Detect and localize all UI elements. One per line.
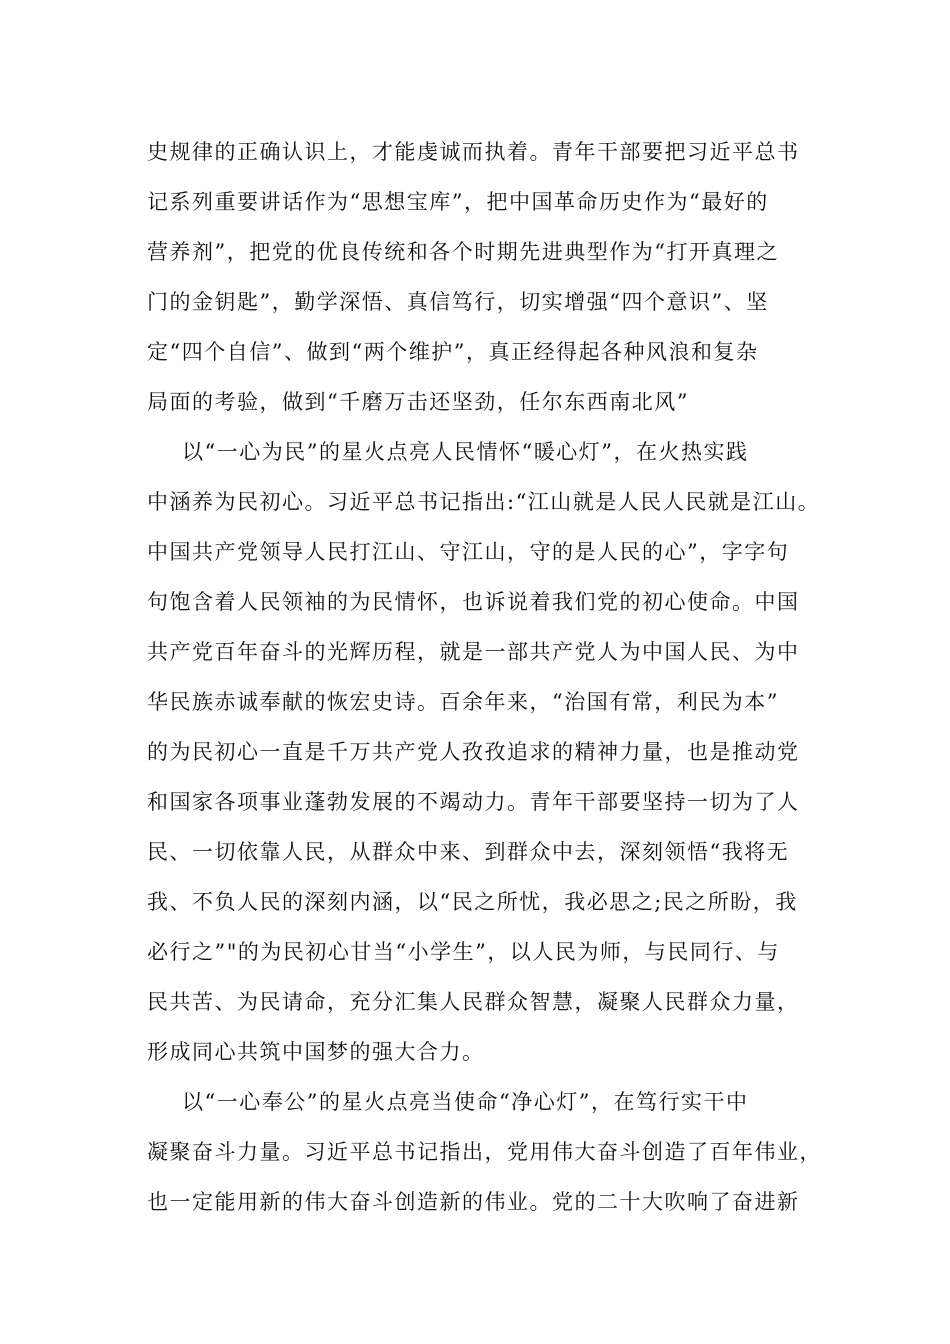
paragraph-3-line-3: 也一定能用新的伟大奋斗创造新的伟业。党的二十大吹响了奋进新 xyxy=(147,1190,800,1214)
paragraph-2-line-8: 和国家各项事业蓬勃发展的不竭动力。青年干部要坚持一切为了人 xyxy=(147,790,800,814)
paragraph-2-line-7: 的为民初心一直是千万共产党人孜孜追求的精神力量，也是推动党 xyxy=(147,740,800,764)
paragraph-2-line-1: 以“一心为民”的星火点亮人民情怀“暖心灯”，在火热实践 xyxy=(182,440,749,464)
paragraph-2-line-6: 华民族赤诚奉献的恢宏史诗。百余年来，“治国有常，利民为本” xyxy=(147,690,779,714)
paragraph-2-line-13: 形成同心共筑中国梦的强大合力。 xyxy=(147,1040,485,1064)
paragraph-2-line-11: 必行之”"的为民初心甘当“小学生”，以人民为师，与民同行、与 xyxy=(147,940,780,964)
paragraph-2-line-10: 我、不负人民的深刻内涵，以“民之所忧，我必思之;民之所盼，我 xyxy=(147,890,798,914)
paragraph-1-line-4: 门的金钥匙”，勤学深悟、真信笃行，切实增强“四个意识”、坚 xyxy=(147,290,769,314)
paragraph-3-line-1: 以“一心奉公”的星火点亮当使命“净心灯”，在笃行实干中 xyxy=(182,1090,749,1114)
paragraph-1-line-5: 定“四个自信”、做到“两个维护”，真正经得起各种风浪和复杂 xyxy=(147,340,759,364)
paragraph-2-line-2: 中涵养为民初心。习近平总书记指出:“江山就是人民人民就是江山。 xyxy=(147,490,821,514)
paragraph-1-line-3: 营养剂”，把党的优良传统和各个时期先进典型作为“打开真理之 xyxy=(147,240,779,264)
paragraph-1-line-1: 史规律的正确认识上，才能虔诚而执着。青年干部要把习近平总书 xyxy=(147,140,800,164)
paragraph-2-line-5: 共产党百年奋斗的光辉历程，就是一部共产党人为中国人民、为中 xyxy=(147,640,800,664)
paragraph-1-line-2: 记系列重要讲话作为“思想宝库”，把中国革命历史作为“最好的 xyxy=(147,190,769,214)
paragraph-2-line-12: 民共苦、为民请命，充分汇集人民群众智慧，凝聚人民群众力量， xyxy=(147,990,800,1014)
paragraph-1-line-6: 局面的考验，做到“千磨万击还坚劲，任尔东西南北风” xyxy=(147,390,689,414)
paragraph-2-line-9: 民、一切依靠人民，从群众中来、到群众中去，深刻领悟“我将无 xyxy=(147,840,790,864)
paragraph-2-line-4: 句饱含着人民领袖的为民情怀，也诉说着我们党的初心使命。中国 xyxy=(147,590,800,614)
paragraph-3-line-2: 凝聚奋斗力量。习近平总书记指出，党用伟大奋斗创造了百年伟业， xyxy=(147,1140,822,1164)
paragraph-2-line-3: 中国共产党领导人民打江山、守江山，守的是人民的心”，字字句 xyxy=(147,540,790,564)
